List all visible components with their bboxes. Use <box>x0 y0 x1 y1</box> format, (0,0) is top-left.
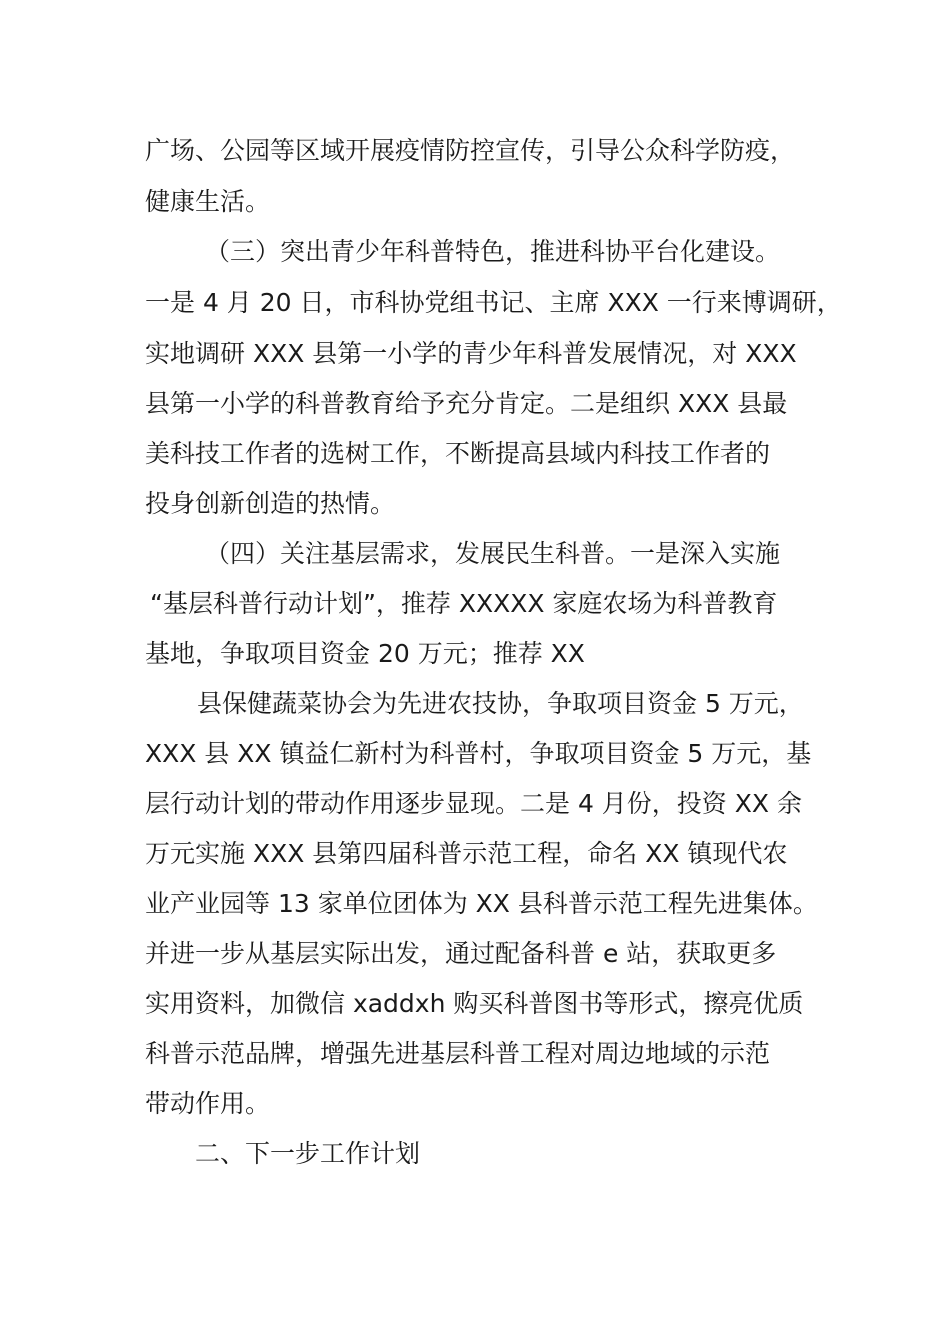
text-line-2: 健康生活。 <box>145 187 271 216</box>
section-heading-3: （三）突出青少年科普特色，推进科协平台化建设。 <box>205 237 781 266</box>
text-line-18: 实用资料，加微信 xaddxh 购买科普图书等形式，擦亮优质 <box>145 989 804 1018</box>
text-line-6: 县第一小学的科普教育给予充分肯定。二是组织 XXX 县最 <box>145 389 788 418</box>
section-heading-4: （四）关注基层需求，发展民生科普。一是深入实施 <box>205 539 781 568</box>
text-line-20: 带动作用。 <box>145 1089 271 1118</box>
text-line-13: XXX 县 XX 镇益仁新村为科普村，争取项目资金 5 万元，基 <box>145 739 812 768</box>
text-line-7: 美科技工作者的选树工作，不断提高县域内科技工作者的 <box>145 439 771 468</box>
text-line-10: “基层科普行动计划”，推荐 XXXXX 家庭农场为科普教育 <box>150 589 778 618</box>
text-line-14: 层行动计划的带动作用逐步显现。二是 4 月份，投资 XX 余 <box>145 789 802 818</box>
text-line-5: 实地调研 XXX 县第一小学的青少年科普发展情况，对 XXX <box>145 339 797 368</box>
text-line-19: 科普示范品牌，增强先进基层科普工程对周边地域的示范 <box>145 1039 771 1068</box>
text-line-4: 一是 4 月 20 日，市科协党组书记、主席 XXX 一行来博调研， <box>145 288 842 317</box>
text-line-11: 基地，争取项目资金 20 万元；推荐 XX <box>145 639 585 668</box>
section-heading-next-plan: 二、下一步工作计划 <box>195 1139 421 1168</box>
text-line-17: 并进一步从基层实际出发，通过配备科普 e 站，获取更多 <box>145 939 777 968</box>
text-line-16: 业产业园等 13 家单位团体为 XX 县科普示范工程先进集体。 <box>145 889 818 918</box>
text-line-12: 县保健蔬菜协会为先进农技协，争取项目资金 5 万元， <box>197 689 804 718</box>
text-line-1: 广场、公园等区域开展疫情防控宣传，引导公众科学防疫， <box>145 136 796 165</box>
text-line-15: 万元实施 XXX 县第四届科普示范工程，命名 XX 镇现代农 <box>145 839 788 868</box>
text-line-8: 投身创新创造的热情。 <box>145 489 396 518</box>
